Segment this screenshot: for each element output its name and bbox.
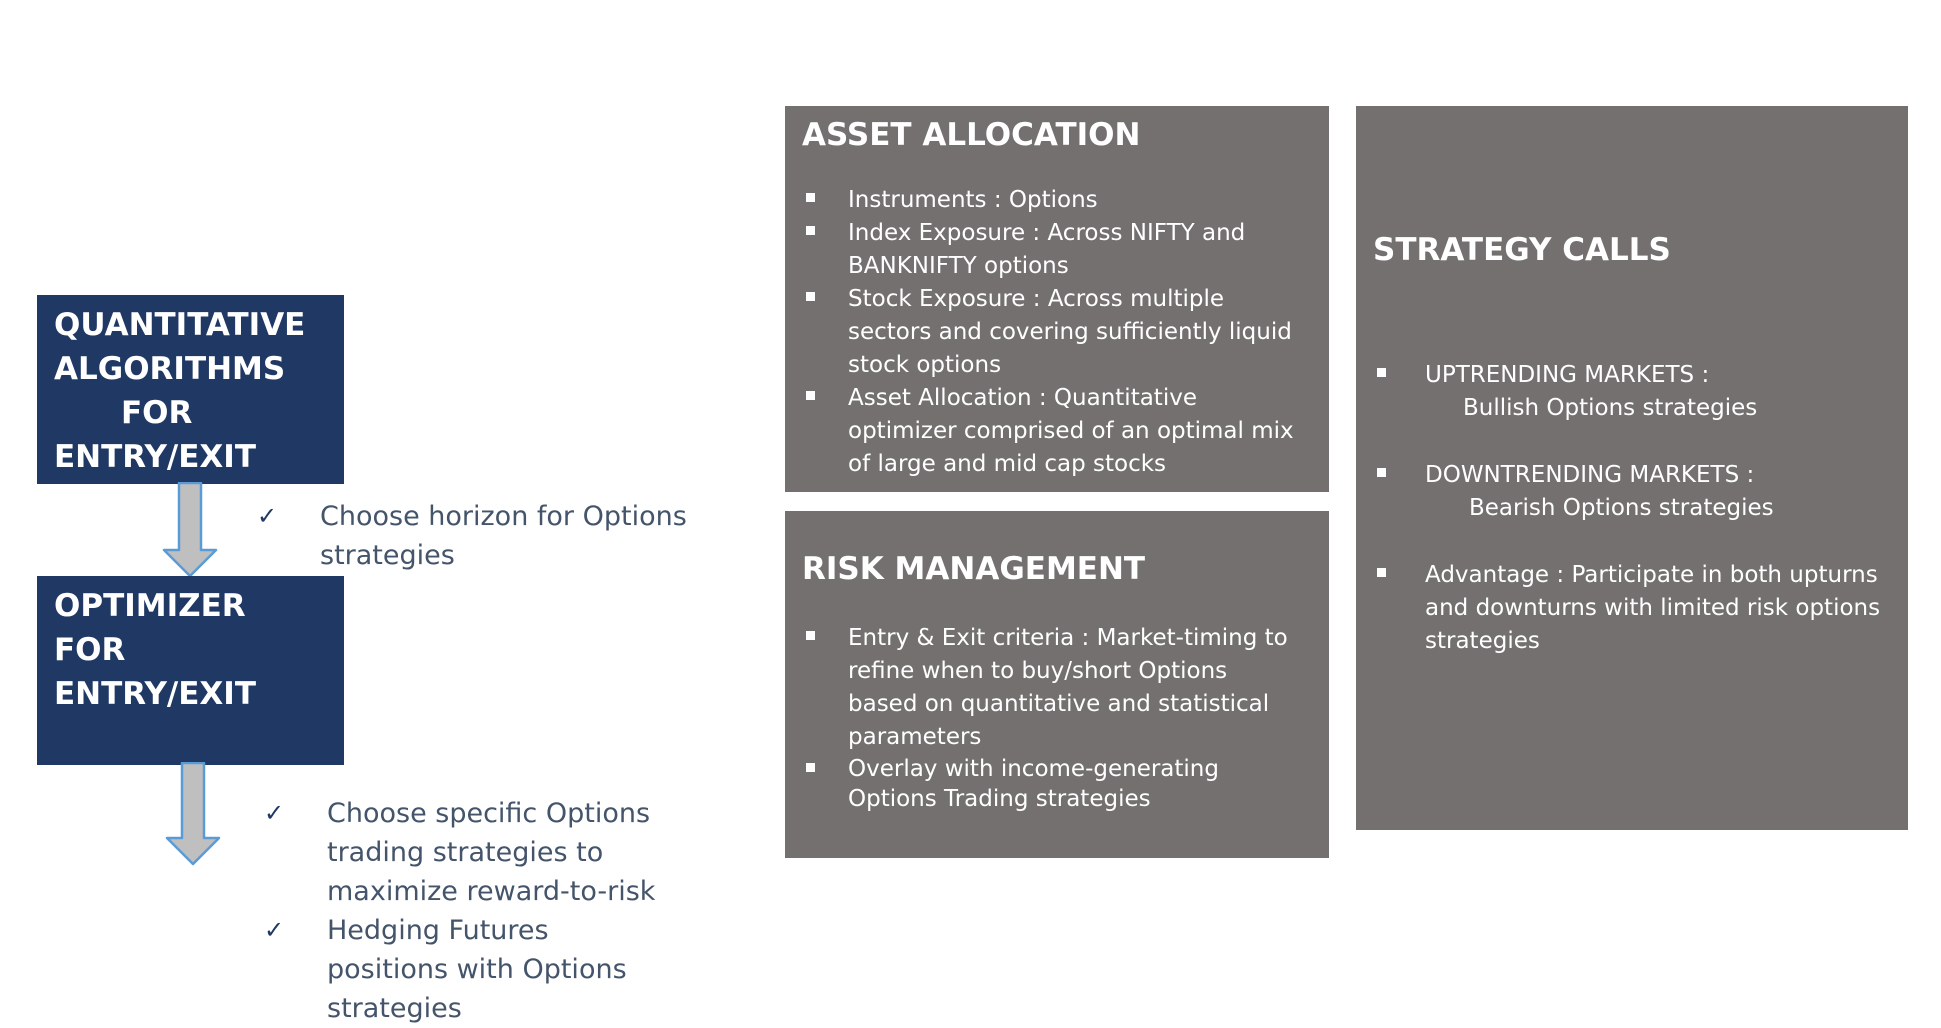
down-arrow-icon — [165, 762, 221, 866]
list-item — [1356, 459, 1904, 525]
down-arrow-icon — [162, 482, 218, 578]
check-text: Choose horizon for Options — [320, 501, 687, 532]
box-line: FOR — [121, 395, 193, 431]
list-item — [785, 382, 1325, 481]
box-line: ENTRY/EXIT — [54, 676, 256, 712]
check-text: Choose specific Options — [327, 798, 651, 829]
bullet-icon — [806, 193, 815, 202]
item-text: based on quantitative and statistical — [848, 691, 1270, 717]
panel-title: ASSET ALLOCATION — [802, 117, 1141, 153]
item-text: and downturns with limited risk options — [1425, 595, 1881, 621]
box-line: QUANTITATIVE — [54, 307, 306, 343]
item-text: parameters — [848, 724, 982, 750]
asset-allocation-list — [785, 184, 1325, 481]
item-text: Asset Allocation : Quantitative — [848, 385, 1197, 411]
bullet-icon — [806, 631, 815, 640]
box-line: ENTRY/EXIT — [54, 439, 256, 475]
check-item — [264, 794, 655, 911]
panel-title: RISK MANAGEMENT — [802, 551, 1146, 587]
item-text: optimizer comprised of an optimal mix — [848, 418, 1294, 444]
bullet-icon — [806, 226, 815, 235]
item-text: sectors and covering sufficiently liquid — [848, 319, 1292, 345]
list-item — [785, 283, 1325, 382]
list-item — [1356, 559, 1904, 658]
step-horizon — [257, 497, 687, 575]
item-text: DOWNTRENDING MARKETS : — [1425, 462, 1755, 488]
check-text: maximize reward-to-risk — [327, 876, 656, 907]
check-item — [257, 497, 687, 575]
risk-management-list — [785, 622, 1325, 814]
item-text: Stock Exposure : Across multiple — [848, 286, 1225, 312]
optimizer-box — [37, 576, 344, 765]
step-strategies — [264, 794, 655, 1028]
box-line: FOR — [54, 632, 126, 668]
bullet-icon — [1377, 468, 1386, 477]
item-text: Bearish Options strategies — [1469, 495, 1774, 521]
check-text: strategies — [320, 540, 455, 571]
list-item — [785, 622, 1325, 754]
check-item — [264, 911, 655, 1028]
item-text: Instruments : Options — [848, 187, 1098, 213]
risk-management-panel — [785, 511, 1329, 858]
bullet-icon — [806, 391, 815, 400]
bullet-icon — [1377, 568, 1386, 577]
item-text: Index Exposure : Across NIFTY and — [848, 220, 1246, 246]
checkmark-icon: ✓ — [264, 799, 285, 827]
list-item — [1356, 359, 1904, 425]
bullet-icon — [806, 763, 815, 772]
bullet-icon — [806, 292, 815, 301]
quant-algorithms-box — [37, 295, 344, 484]
item-text: stock options — [848, 352, 1002, 378]
panel-title: STRATEGY CALLS — [1373, 232, 1671, 268]
strategy-calls-list — [1356, 359, 1904, 658]
checkmark-icon: ✓ — [264, 916, 285, 944]
check-text: Hedging Futures — [327, 915, 549, 946]
item-text: Overlay with income-generating — [848, 756, 1219, 782]
list-item — [785, 217, 1325, 283]
item-text: refine when to buy/short Options — [848, 658, 1228, 684]
item-text: UPTRENDING MARKETS : — [1425, 362, 1710, 388]
asset-allocation-panel — [785, 106, 1329, 492]
item-text: Bullish Options strategies — [1463, 395, 1758, 421]
item-text: strategies — [1425, 628, 1540, 654]
check-text: trading strategies to — [327, 837, 604, 868]
item-text: of large and mid cap stocks — [848, 451, 1167, 477]
box-line: OPTIMIZER — [54, 588, 246, 624]
list-item — [785, 754, 1325, 814]
strategy-calls-panel — [1356, 106, 1908, 830]
item-text: Entry & Exit criteria : Market-timing to — [848, 625, 1288, 651]
checkmark-icon: ✓ — [257, 502, 278, 530]
item-text: Options Trading strategies — [848, 786, 1151, 812]
box-line: ALGORITHMS — [54, 351, 286, 387]
item-text: BANKNIFTY options — [848, 253, 1069, 279]
bullet-icon — [1377, 368, 1386, 377]
check-text: strategies — [327, 993, 462, 1024]
list-item — [785, 184, 1325, 217]
check-text: positions with Options — [327, 954, 627, 985]
item-text: Advantage : Participate in both upturns — [1425, 562, 1878, 588]
